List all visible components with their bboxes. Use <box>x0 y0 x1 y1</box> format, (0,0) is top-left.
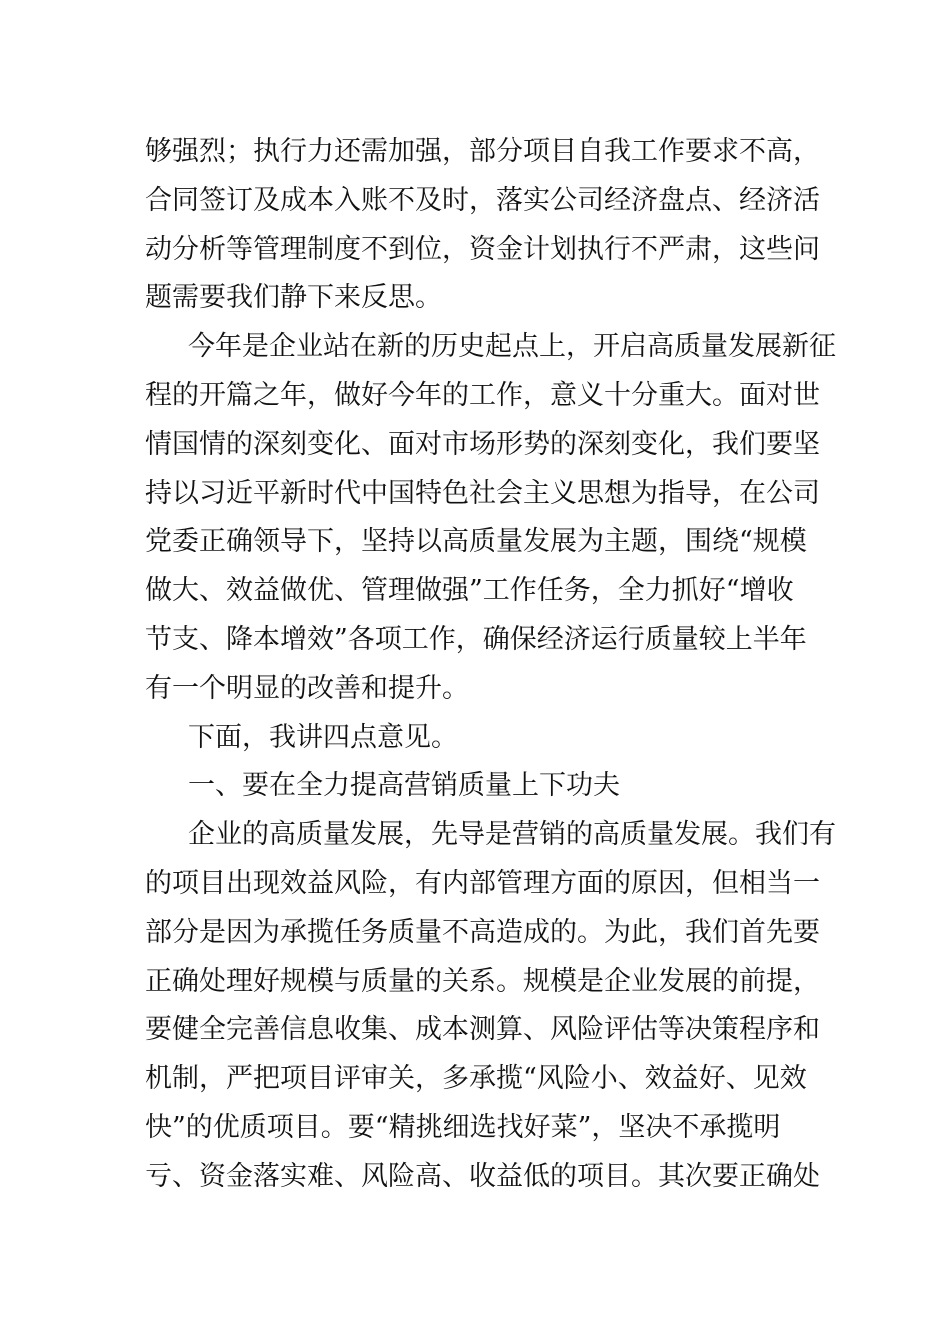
text-line: 党委正确领导下，坚持以高质量发展为主题，围绕“规模 <box>145 526 807 558</box>
text-line: 做大、效益做优、管理做强”工作任务，全力抓好“增收 <box>145 575 794 607</box>
text-line: 部分是因为承揽任务质量不高造成的。为此，我们首先要 <box>145 916 820 948</box>
text-line: 亏、资金落实难、风险高、收益低的项目。其次要正确处 <box>145 1160 820 1192</box>
text-line: 够强烈；执行力还需加强，部分项目自我工作要求不高， <box>145 136 820 167</box>
text-line: 企业的高质量发展，先导是营销的高质量发展。我们有 <box>188 819 836 851</box>
text-line: 动分析等管理制度不到位，资金计划执行不严肃，这些问 <box>145 233 820 265</box>
text-line: 机制，严把项目评审关，多承揽“风险小、效益好、见效 <box>145 1063 807 1095</box>
text-line: 合同签订及成本入账不及时，落实公司经济盘点、经济活 <box>145 184 820 216</box>
document-body <box>145 128 836 1202</box>
text-line: 题需要我们静下来反思。 <box>145 282 442 314</box>
text-line: 程的开篇之年，做好今年的工作，意义十分重大。面对世 <box>145 379 820 411</box>
text-line: 今年是企业站在新的历史起点上，开启高质量发展新征 <box>188 331 836 363</box>
text-line: 要健全完善信息收集、成本测算、风险评估等决策程序和 <box>145 1014 820 1046</box>
text-line: 节支、降本增效”各项工作，确保经济运行质量较上半年 <box>145 623 807 655</box>
section-heading: 一、要在全力提高营销质量上下功夫 <box>188 770 620 802</box>
text-line: 的项目出现效益风险，有内部管理方面的原因，但相当一 <box>145 867 820 899</box>
text-line: 情国情的深刻变化、面对市场形势的深刻变化，我们要坚 <box>145 428 820 460</box>
text-line: 正确处理好规模与质量的关系。规模是企业发展的前提， <box>145 965 820 997</box>
text-line: 持以习近平新时代中国特色社会主义思想为指导，在公司 <box>145 477 820 509</box>
text-line: 下面，我讲四点意见。 <box>188 721 458 753</box>
text-line: 快”的优质项目。要“精挑细选找好菜”，坚决不承揽明 <box>145 1111 781 1143</box>
text-line: 有一个明显的改善和提升。 <box>145 672 469 704</box>
